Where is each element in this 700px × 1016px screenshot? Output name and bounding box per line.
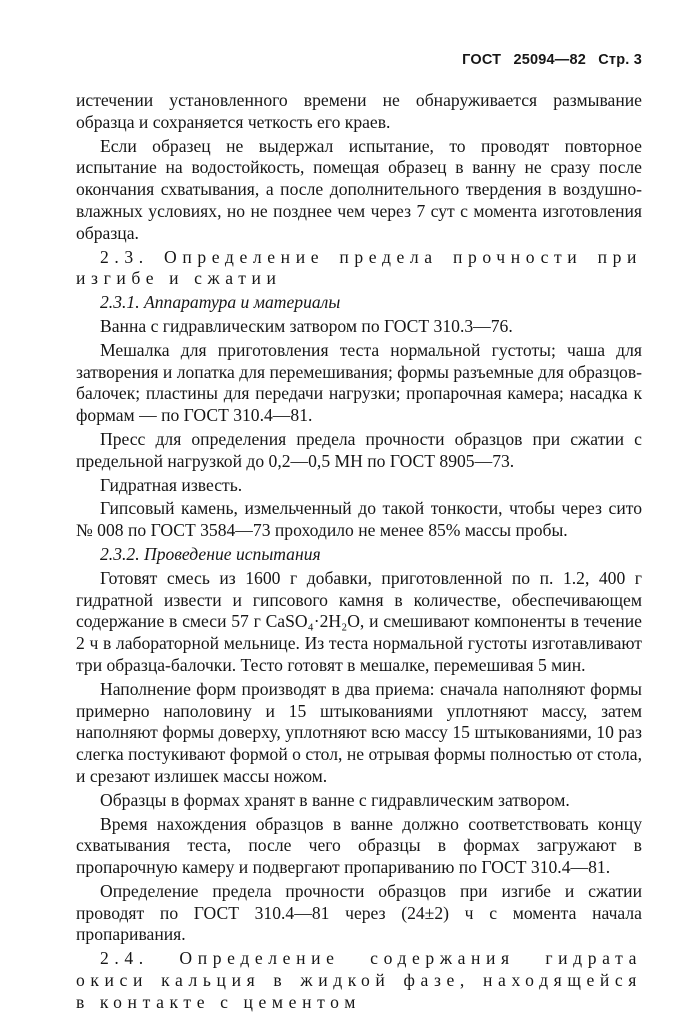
document-body [76,90,642,1014]
section-heading-2-3: 2.3. Определение предела прочности при изгибе и сжатии [76,246,642,289]
paragraph-filling: Наполнение форм производят в два приема: сначала наполняют формы примерно наполовину и 15 штыкованиями уплотняют массу, затем наполняют формы доверху, уплотняют всю массу 15 штыкованиями, 10 раз слегка постукивают формой о стол, не отрывая формы полностью от стола, и срезают излишек массы ножом. [76,678,642,786]
subsection-heading-2-3-1: 2.3.1. Аппаратура и материалы [100,292,341,313]
paragraph-mix: Готовят смесь из 1600 г добавки, приготовленной по п. 1.2, 400 г гидратной извести и гипсового камня в количестве, обеспечивающем содержание в смеси 57 г CaSO₄·2H₂O, и смешивают компоненты в течение 2 ч в лабораторной мельнице. Из теста нормальной густоты изготавливают три образца-балочки. Тесто готовят в мешалке, перемешивая 5 мин. [76,567,642,675]
paragraph-1: истечении установленного времени не обнаруживается размывание образца и сохраняется четкость его краев. [76,90,642,132]
paragraph-bath: Ванна с гидравлическим затвором по ГОСТ 310.3—76. [100,315,513,336]
paragraph-storage: Образцы в формах хранят в ванне с гидравлическим затвором. [100,789,570,810]
paragraph-mixer: Мешалка для приготовления теста нормальной густоты; чаша для затворения и лопатка для перемешивания; формы разъемные для образцов-балочек; пластины для передачи нагрузки; пропарочная камера; насадка к формам — по ГОСТ 310.4—81. [76,339,643,426]
paragraph-lime: Гидратная известь. [100,474,243,495]
paragraph-2: Если образец не выдержал испытание, то проводят повторное испытание на водостойкость, помещая образец в ванну не сразу после окончания схватывания, а после дополнительного твердения в воздушно-влажных условиях, но не позднее чем через 7 сут с момента изготовления образца. [76,135,642,243]
document-page [76,52,642,1016]
header-gost: ГОСТ [462,52,502,68]
subsection-heading-2-3-2: 2.3.2. Проведение испытания [100,543,321,564]
header-page: Стр. 3 [598,52,642,68]
section-heading-2-4: 2.4. Определение содержания гидрата окиси кальция в жидкой фазе, находящейся в контакте с цементом [76,948,642,1012]
paragraph-time: Время нахождения образцов в ванне должно соответствовать концу схватывания теста, после чего образцы в формах загружают в пропарочную камеру и подвергают пропариванию по ГОСТ 310.4—81. [76,813,642,878]
page-header [76,52,642,68]
paragraph-press: Пресс для определения предела прочности образцов при сжатии с предельной нагрузкой до 0,2—0,5 МН по ГОСТ 8905—73. [76,428,642,471]
paragraph-gypsum: Гипсовый камень, измельченный до такой тонкости, чтобы через сито № 008 по ГОСТ 3584—73 проходило не менее 85% массы пробы. [76,498,642,541]
paragraph-strength: Определение предела прочности образцов при изгибе и сжатии проводят по ГОСТ 310.4—81 через (24±2) ч с момента начала пропаривания. [76,880,642,945]
header-number: 25094—82 [513,52,586,68]
